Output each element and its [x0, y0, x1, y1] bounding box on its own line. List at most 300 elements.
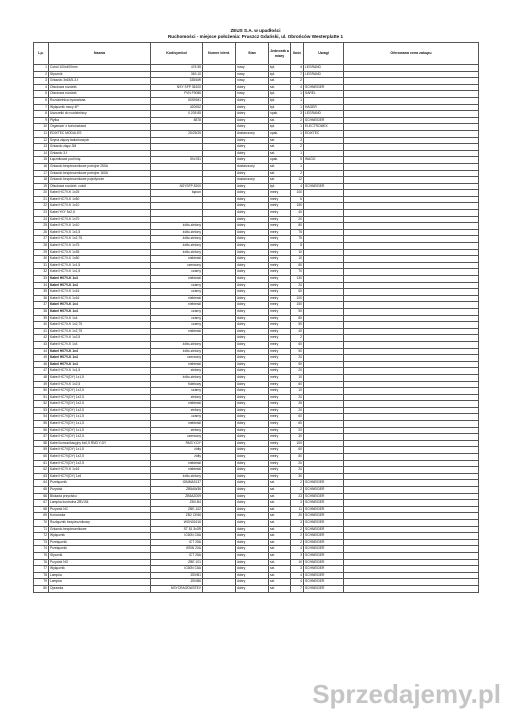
table-cell: kpl.: [269, 124, 291, 131]
table-cell: 75: [291, 229, 304, 236]
table-cell: 60: [34, 454, 49, 461]
table-cell: [203, 328, 236, 335]
table-cell: 77: [34, 566, 49, 573]
table-cell: [304, 355, 344, 362]
table-cell: [203, 223, 236, 230]
table-cell: [344, 447, 479, 454]
table-cell: dobry: [236, 203, 269, 210]
table-cell: czarny: [151, 322, 203, 329]
table-cell: [203, 84, 236, 91]
table-cell: nowy: [236, 91, 269, 98]
table-row: [34, 552, 479, 559]
table-cell: 70: [34, 519, 49, 526]
table-cell: 65: [34, 487, 49, 494]
table-cell: 42: [34, 335, 49, 342]
table-row: [34, 328, 479, 335]
table-cell: SCHNEIDER: [304, 84, 344, 91]
table-cell: [151, 335, 203, 342]
table-row: [34, 368, 479, 375]
table-row: [34, 572, 479, 579]
table-cell: [203, 170, 236, 177]
table-cell: Przycisk: [49, 487, 151, 494]
table-cell: metry: [269, 216, 291, 223]
table-cell: SCHNEIDER: [304, 579, 344, 586]
table-cell: dobry: [236, 506, 269, 513]
table-cell: [203, 249, 236, 256]
table-cell: 20: [291, 467, 304, 474]
table-cell: 20: [291, 394, 304, 401]
table-cell: metry: [269, 374, 291, 381]
table-cell: 21: [34, 196, 49, 203]
table-cell: Kabel HC7V-K 1x16: [49, 467, 151, 474]
table-cell: 60: [291, 289, 304, 296]
table-cell: [304, 434, 344, 441]
table-cell: Szyna złączy ładunkowych: [49, 137, 151, 144]
table-cell: [304, 269, 344, 276]
table-cell: [203, 585, 236, 592]
table-cell: [344, 454, 479, 461]
table-cell: czerwony: [151, 262, 203, 269]
table-cell: 50: [291, 361, 304, 368]
table-cell: [304, 388, 344, 395]
table-cell: dobry: [236, 295, 269, 302]
table-cell: [203, 427, 236, 434]
table-cell: 11: [291, 506, 304, 513]
table-cell: 51: [34, 394, 49, 401]
table-cell: SCHNEIDER: [304, 566, 344, 573]
table-cell: 1: [34, 65, 49, 72]
table-cell: 476 55: [151, 65, 203, 72]
table-cell: [344, 163, 479, 170]
table-cell: [344, 500, 479, 507]
table-cell: [344, 341, 479, 348]
table-cell: metry: [269, 421, 291, 428]
table-cell: 26: [34, 229, 49, 236]
table-cell: Kabel HC7V-K 1x75: [49, 243, 151, 250]
table-cell: szt.: [269, 493, 291, 500]
table-cell: Styczník: [49, 71, 151, 78]
table-cell: Obudowa rozdziel. cokół: [49, 183, 151, 190]
table-row: [34, 210, 479, 217]
table-cell: metry: [269, 243, 291, 250]
table-cell: [344, 78, 479, 85]
table-cell: dobry: [236, 473, 269, 480]
table-row: [34, 229, 479, 236]
table-cell: 1: [291, 97, 304, 104]
table-cell: czarny: [151, 269, 203, 276]
table-cell: dobry: [236, 223, 269, 230]
table-cell: [203, 361, 236, 368]
table-cell: 80: [291, 223, 304, 230]
table-row: [34, 203, 479, 210]
table-row: [34, 150, 479, 157]
table-cell: dobry: [236, 361, 269, 368]
table-row: [34, 91, 479, 98]
table-cell: [304, 144, 344, 151]
table-cell: 60: [291, 447, 304, 454]
table-cell: [203, 500, 236, 507]
table-cell: [203, 229, 236, 236]
table-cell: 30: [291, 473, 304, 480]
table-cell: [151, 137, 203, 144]
table-cell: 75: [291, 236, 304, 243]
table-cell: 3: [291, 500, 304, 507]
table-cell: [344, 130, 479, 137]
table-cell: dobry: [236, 546, 269, 553]
table-cell: Wyłącznik: [49, 566, 151, 573]
table-cell: 29: [34, 249, 49, 256]
table-cell: Lampka: [49, 579, 151, 586]
table-cell: dobry: [236, 480, 269, 487]
table-cell: 62: [34, 467, 49, 474]
table-row: [34, 144, 479, 151]
table-cell: dobry: [236, 401, 269, 408]
table-cell: [203, 566, 236, 573]
table-cell: metry: [269, 289, 291, 296]
table-cell: Kabel HC7V-K 1x35: [49, 249, 151, 256]
table-cell: 7: [291, 71, 304, 78]
table-cell: [344, 374, 479, 381]
table-cell: Kabel H07V-K 1x4: [49, 276, 151, 283]
table-cell: 7: [34, 104, 49, 111]
table-cell: dobry: [236, 97, 269, 104]
table-cell: [344, 585, 479, 592]
table-cell: szt.: [269, 500, 291, 507]
table-cell: 67: [34, 500, 49, 507]
table-cell: [203, 487, 236, 494]
table-cell: [304, 473, 344, 480]
table-cell: [304, 361, 344, 368]
table-cell: 4: [291, 572, 304, 579]
table-cell: [344, 368, 479, 375]
table-cell: 50x781: [151, 157, 203, 164]
table-cell: 80: [291, 454, 304, 461]
table-cell: niebieski: [151, 401, 203, 408]
table-cell: zielony: [151, 407, 203, 414]
table-cell: [203, 137, 236, 144]
table-cell: SCHNEIDER: [304, 500, 344, 507]
table-cell: Kabel YKY 5x2,5: [49, 210, 151, 217]
table-cell: [203, 256, 236, 263]
table-cell: [203, 308, 236, 315]
table-cell: metry: [269, 394, 291, 401]
table-cell: [344, 223, 479, 230]
table-cell: [344, 262, 479, 269]
table-cell: szt.: [269, 546, 291, 553]
table-cell: ZB5AW36: [151, 487, 203, 494]
table-cell: metry: [269, 467, 291, 474]
table-cell: [304, 282, 344, 289]
table-row: [34, 355, 479, 362]
table-cell: 363 10: [151, 71, 203, 78]
table-cell: dobry: [236, 183, 269, 190]
table-cell: [203, 539, 236, 546]
table-cell: dobry: [236, 526, 269, 533]
table-cell: [304, 308, 344, 315]
table-cell: [344, 546, 479, 553]
table-cell: dobry: [236, 493, 269, 500]
table-cell: [203, 71, 236, 78]
table-cell: Kabel HC7V-K 1x1,5: [49, 229, 151, 236]
table-cell: czarny: [151, 388, 203, 395]
table-cell: 10: [291, 249, 304, 256]
table-cell: [344, 150, 479, 157]
table-cell: Kabel HC7V-K 1x2,5: [49, 335, 151, 342]
table-cell: szt.: [269, 526, 291, 533]
table-cell: [304, 447, 344, 454]
table-cell: metry: [269, 249, 291, 256]
table-cell: [203, 163, 236, 170]
table-cell: dobry: [236, 440, 269, 447]
table-row: [34, 506, 479, 513]
table-row: [34, 414, 479, 421]
table-cell: Gniazdo bezpiecznikowe potrójne 250A: [49, 163, 151, 170]
table-cell: [203, 473, 236, 480]
table-cell: Kabel HC7V(DY) 1x1,5: [49, 447, 151, 454]
table-cell: [151, 216, 203, 223]
table-cell: metry: [269, 190, 291, 197]
watermark: Sprzedajemy.pl: [312, 679, 501, 709]
table-cell: metry: [269, 355, 291, 362]
table-cell: 1: [291, 150, 304, 157]
table-row: [34, 183, 479, 190]
table-cell: niebieski: [151, 256, 203, 263]
table-cell: metry: [269, 341, 291, 348]
table-cell: metry: [269, 447, 291, 454]
table-row: [34, 533, 479, 540]
table-cell: szt.: [269, 533, 291, 540]
table-cell: [304, 229, 344, 236]
table-cell: [203, 315, 236, 322]
table-cell: Łącznikowa pod linię: [49, 157, 151, 164]
table-cell: 100: [291, 190, 304, 197]
table-cell: dobry: [236, 229, 269, 236]
table-cell: [344, 348, 479, 355]
table-cell: [304, 315, 344, 322]
table-cell: [344, 526, 479, 533]
table-cell: dobry: [236, 117, 269, 124]
table-header-row: [34, 43, 479, 65]
table-cell: metry: [269, 276, 291, 283]
table-cell: szt.: [269, 566, 291, 573]
column-header: Numer ident.: [203, 43, 236, 65]
table-cell: ZB5AZ009: [151, 493, 203, 500]
table-cell: Kabel HC7V-K 1x70: [49, 216, 151, 223]
table-cell: 20: [291, 216, 304, 223]
table-row: [34, 513, 479, 520]
table-cell: [304, 163, 344, 170]
table-cell: dobry: [236, 434, 269, 441]
table-cell: 50: [291, 348, 304, 355]
table-cell: [344, 572, 479, 579]
table-cell: 44: [34, 348, 49, 355]
table-cell: Kabel HC7V-K 1x10: [49, 203, 151, 210]
table-cell: szt.: [269, 144, 291, 151]
table-cell: [203, 196, 236, 203]
table-cell: żółto-zielony: [151, 348, 203, 355]
table-cell: LEGRAND: [304, 111, 344, 118]
table-cell: metry: [269, 269, 291, 276]
column-header: Jednostk a miary: [269, 43, 291, 65]
table-cell: żółto-zielony: [151, 243, 203, 250]
table-cell: [344, 381, 479, 388]
table-cell: 50: [34, 388, 49, 395]
table-cell: [344, 117, 479, 124]
table-cell: dobry: [236, 302, 269, 309]
table-cell: 1: [291, 163, 304, 170]
table-cell: nowy: [236, 78, 269, 85]
table-cell: [344, 104, 479, 111]
table-cell: ELECTROMEX: [304, 124, 344, 131]
table-cell: dobry: [236, 533, 269, 540]
table-cell: [304, 210, 344, 217]
table-cell: szt.: [269, 137, 291, 144]
table-cell: 69: [34, 513, 49, 520]
table-cell: 70: [291, 269, 304, 276]
table-row: [34, 579, 479, 586]
table-cell: dobry: [236, 539, 269, 546]
table-cell: Kabel HC7V-K 1x16: [49, 295, 151, 302]
table-cell: szt.: [269, 117, 291, 124]
table-cell: bębon: [151, 190, 203, 197]
table-cell: 20: [291, 368, 304, 375]
table-cell: 100: [291, 440, 304, 447]
table-cell: ZBE 101: [151, 559, 203, 566]
table-cell: 72: [34, 533, 49, 540]
table-cell: dobry: [236, 394, 269, 401]
table-cell: 57: [34, 434, 49, 441]
table-cell: [304, 97, 344, 104]
table-row: [34, 381, 479, 388]
table-row: [34, 262, 479, 269]
table-cell: [344, 302, 479, 309]
table-cell: 40: [291, 328, 304, 335]
table-cell: [203, 262, 236, 269]
table-cell: 6: [34, 97, 49, 104]
column-header: Stan: [236, 43, 269, 65]
table-cell: 22: [34, 203, 49, 210]
table-cell: dobry: [236, 500, 269, 507]
table-cell: [203, 506, 236, 513]
table-cell: czerwony: [151, 434, 203, 441]
table-cell: [344, 276, 479, 283]
table-cell: Lampka: [49, 572, 151, 579]
table-cell: metry: [269, 427, 291, 434]
table-cell: [344, 84, 479, 91]
table-cell: [203, 91, 236, 98]
table-cell: opak.: [269, 130, 291, 137]
table-cell: 54: [34, 414, 49, 421]
table-cell: SCHNEIDER: [304, 506, 344, 513]
table-cell: zielony: [151, 368, 203, 375]
table-cell: SCHNEIDER: [304, 117, 344, 124]
table-cell: 2: [291, 539, 304, 546]
table-cell: [203, 348, 236, 355]
table-cell: szt.: [269, 539, 291, 546]
table-cell: metry: [269, 229, 291, 236]
table-cell: 40: [34, 322, 49, 329]
table-cell: żółty: [151, 454, 203, 461]
table-cell: [344, 203, 479, 210]
table-cell: [344, 315, 479, 322]
table-cell: metry: [269, 434, 291, 441]
table-cell: Blokada przycisku: [49, 493, 151, 500]
table-cell: [203, 269, 236, 276]
table-cell: Kabel H07V-K 1x4: [49, 308, 151, 315]
table-cell: [344, 513, 479, 520]
table-cell: 71: [34, 526, 49, 533]
table-cell: Przełącznik: [49, 546, 151, 553]
table-cell: metry: [269, 454, 291, 461]
table-cell: dobry: [236, 308, 269, 315]
table-cell: 10: [291, 256, 304, 263]
table-cell: 23: [291, 493, 304, 500]
table-cell: [203, 243, 236, 250]
table-cell: dobry: [236, 519, 269, 526]
table-row: [34, 190, 479, 197]
table-cell: [344, 434, 479, 441]
table-cell: Gniazdo bezpiecznikowe potrójne 160A: [49, 170, 151, 177]
table-cell: 64: [34, 480, 49, 487]
table-cell: dobry: [236, 427, 269, 434]
table-cell: [203, 236, 236, 243]
table-row: [34, 216, 479, 223]
table-cell: niebieski: [151, 302, 203, 309]
table-cell: [304, 289, 344, 296]
table-row: [34, 421, 479, 428]
table-cell: Kabel HC7V-K 1x16: [49, 289, 151, 296]
table-cell: niebieski: [151, 467, 203, 474]
table-cell: 4: [291, 579, 304, 586]
table-cell: szt.: [269, 513, 291, 520]
table-cell: SCHNEIDER: [304, 539, 344, 546]
table-cell: SCHNEIDER: [304, 480, 344, 487]
table-cell: SCHNEIDER: [304, 526, 344, 533]
table-cell: szt.: [269, 585, 291, 592]
table-row: [34, 177, 479, 184]
table-cell: 42005Z: [151, 104, 203, 111]
table-cell: Płytka: [49, 117, 151, 124]
table-cell: szt.: [269, 177, 291, 184]
table-cell: [203, 78, 236, 85]
table-cell: dobry: [236, 157, 269, 164]
table-cell: [344, 552, 479, 559]
table-row: [34, 585, 479, 592]
table-cell: nowy: [236, 65, 269, 72]
table-cell: [304, 322, 344, 329]
table-cell: dobry: [236, 262, 269, 269]
table-cell: [344, 414, 479, 421]
table-cell: 37: [34, 302, 49, 309]
table-cell: dobry: [236, 374, 269, 381]
table-cell: dobry: [236, 276, 269, 283]
table-cell: 130: [291, 276, 304, 283]
table-cell: Kabel HC7V(DY) 1x2,5: [49, 401, 151, 408]
table-cell: kpl.: [269, 97, 291, 104]
table-cell: Rozłącznik bezpiecznikowy: [49, 519, 151, 526]
table-cell: Kabel HC7V-K 1x4: [49, 315, 151, 322]
table-row: [34, 559, 479, 566]
table-cell: 17: [34, 170, 49, 177]
table-cell: czarny: [151, 308, 203, 315]
table-cell: [344, 427, 479, 434]
table-cell: dobry: [236, 243, 269, 250]
table-cell: [304, 216, 344, 223]
table-cell: dobry: [236, 579, 269, 586]
table-cell: [203, 368, 236, 375]
table-cell: Kabel HC7V-K 1x50: [49, 256, 151, 263]
table-cell: dobry: [236, 111, 269, 118]
